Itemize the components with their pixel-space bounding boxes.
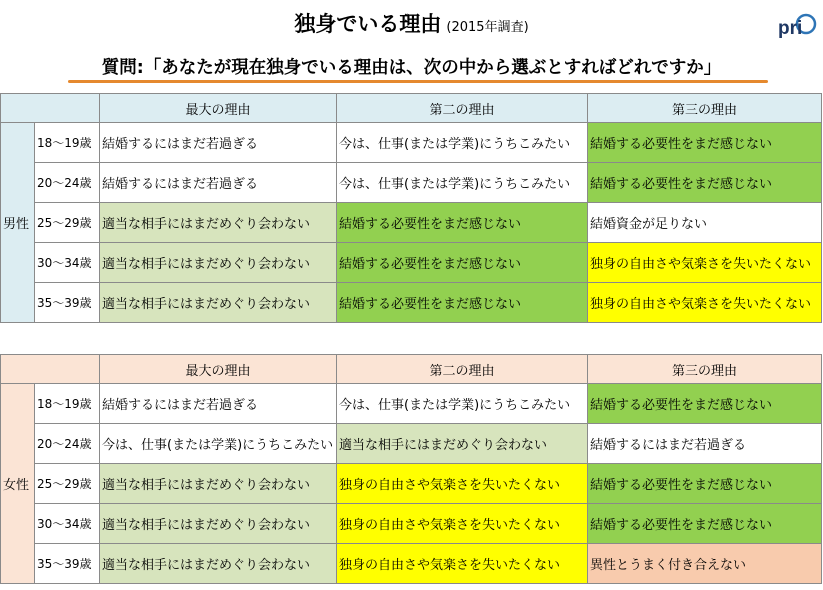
table-row bbox=[1, 424, 822, 464]
page-subtitle: (2015年調査) bbox=[446, 20, 529, 35]
female-header-row bbox=[1, 355, 822, 384]
age-cell: 30〜34歳 bbox=[35, 504, 100, 544]
reason-1-cell: 適当な相手にはまだめぐり会わない bbox=[100, 243, 337, 283]
female-table bbox=[0, 354, 822, 584]
reason-3-cell: 結婚する必要性をまだ感じない bbox=[588, 163, 822, 203]
reason-2-cell: 今は、仕事(または学業)にうちこみたい bbox=[337, 384, 588, 424]
table-row bbox=[1, 243, 822, 283]
reason-1-cell: 適当な相手にはまだめぐり会わない bbox=[100, 544, 337, 584]
question-text: 質問:「あなたが現在独身でいる理由は、次の中から選ぶとすればどれですか」 bbox=[101, 58, 722, 78]
reason-1-cell: 結婚するにはまだ若過ぎる bbox=[100, 384, 337, 424]
male-header-2: 第二の理由 bbox=[337, 94, 588, 123]
reason-2-cell: 今は、仕事(または学業)にうちこみたい bbox=[337, 163, 588, 203]
reason-3-cell: 結婚資金が足りない bbox=[588, 203, 822, 243]
reason-1-cell: 適当な相手にはまだめぐり会わない bbox=[100, 464, 337, 504]
age-cell: 35〜39歳 bbox=[35, 283, 100, 323]
reason-3-cell: 結婚する必要性をまだ感じない bbox=[588, 123, 822, 163]
reason-2-cell: 独身の自由さや気楽さを失いたくない bbox=[337, 544, 588, 584]
age-cell: 30〜34歳 bbox=[35, 243, 100, 283]
male-gender-label: 男性 bbox=[1, 123, 35, 323]
male-table bbox=[0, 93, 822, 323]
female-gender-label: 女性 bbox=[1, 384, 35, 584]
age-cell: 20〜24歳 bbox=[35, 163, 100, 203]
table-row bbox=[1, 283, 822, 323]
reason-3-cell: 結婚する必要性をまだ感じない bbox=[588, 504, 822, 544]
age-cell: 18〜19歳 bbox=[35, 123, 100, 163]
table-row bbox=[1, 464, 822, 504]
reason-1-cell: 結婚するにはまだ若過ぎる bbox=[100, 123, 337, 163]
male-header-3: 第三の理由 bbox=[588, 94, 822, 123]
age-cell: 25〜29歳 bbox=[35, 464, 100, 504]
table-row bbox=[1, 384, 822, 424]
reason-2-cell: 結婚する必要性をまだ感じない bbox=[337, 203, 588, 243]
table-row bbox=[1, 504, 822, 544]
reason-3-cell: 独身の自由さや気楽さを失いたくない bbox=[588, 243, 822, 283]
reason-2-cell: 独身の自由さや気楽さを失いたくない bbox=[337, 464, 588, 504]
female-header-2: 第二の理由 bbox=[337, 355, 588, 384]
age-cell: 18〜19歳 bbox=[35, 384, 100, 424]
reason-3-cell: 異性とうまく付き合えない bbox=[588, 544, 822, 584]
reason-2-cell: 今は、仕事(または学業)にうちこみたい bbox=[337, 123, 588, 163]
age-cell: 20〜24歳 bbox=[35, 424, 100, 464]
reason-2-cell: 結婚する必要性をまだ感じない bbox=[337, 283, 588, 323]
female-header-3: 第三の理由 bbox=[588, 355, 822, 384]
table-row bbox=[1, 123, 822, 163]
reason-2-cell: 結婚する必要性をまだ感じない bbox=[337, 243, 588, 283]
reason-1-cell: 今は、仕事(または学業)にうちこみたい bbox=[100, 424, 337, 464]
table-row bbox=[1, 163, 822, 203]
reason-3-cell: 結婚するにはまだ若過ぎる bbox=[588, 424, 822, 464]
reason-2-cell: 適当な相手にはまだめぐり会わない bbox=[337, 424, 588, 464]
reason-1-cell: 結婚するにはまだ若過ぎる bbox=[100, 163, 337, 203]
reason-3-cell: 結婚する必要性をまだ感じない bbox=[588, 384, 822, 424]
reason-2-cell: 独身の自由さや気楽さを失いたくない bbox=[337, 504, 588, 544]
female-header-blank bbox=[1, 355, 100, 384]
reason-1-cell: 適当な相手にはまだめぐり会わない bbox=[100, 504, 337, 544]
reason-1-cell: 適当な相手にはまだめぐり会わない bbox=[100, 203, 337, 243]
age-cell: 35〜39歳 bbox=[35, 544, 100, 584]
male-header-blank bbox=[1, 94, 100, 123]
table-row bbox=[1, 203, 822, 243]
table-row bbox=[1, 544, 822, 584]
title-row bbox=[0, 8, 823, 40]
question-underline bbox=[68, 80, 768, 83]
reason-3-cell: 結婚する必要性をまだ感じない bbox=[588, 464, 822, 504]
reason-3-cell: 独身の自由さや気楽さを失いたくない bbox=[588, 283, 822, 323]
male-header-row bbox=[1, 94, 822, 123]
female-header-1: 最大の理由 bbox=[100, 355, 337, 384]
male-header-1: 最大の理由 bbox=[100, 94, 337, 123]
svg-text:pri: pri bbox=[778, 18, 803, 39]
pri-logo bbox=[777, 12, 817, 40]
page-title: 独身でいる理由 bbox=[294, 12, 442, 36]
reason-1-cell: 適当な相手にはまだめぐり会わない bbox=[100, 283, 337, 323]
age-cell: 25〜29歳 bbox=[35, 203, 100, 243]
